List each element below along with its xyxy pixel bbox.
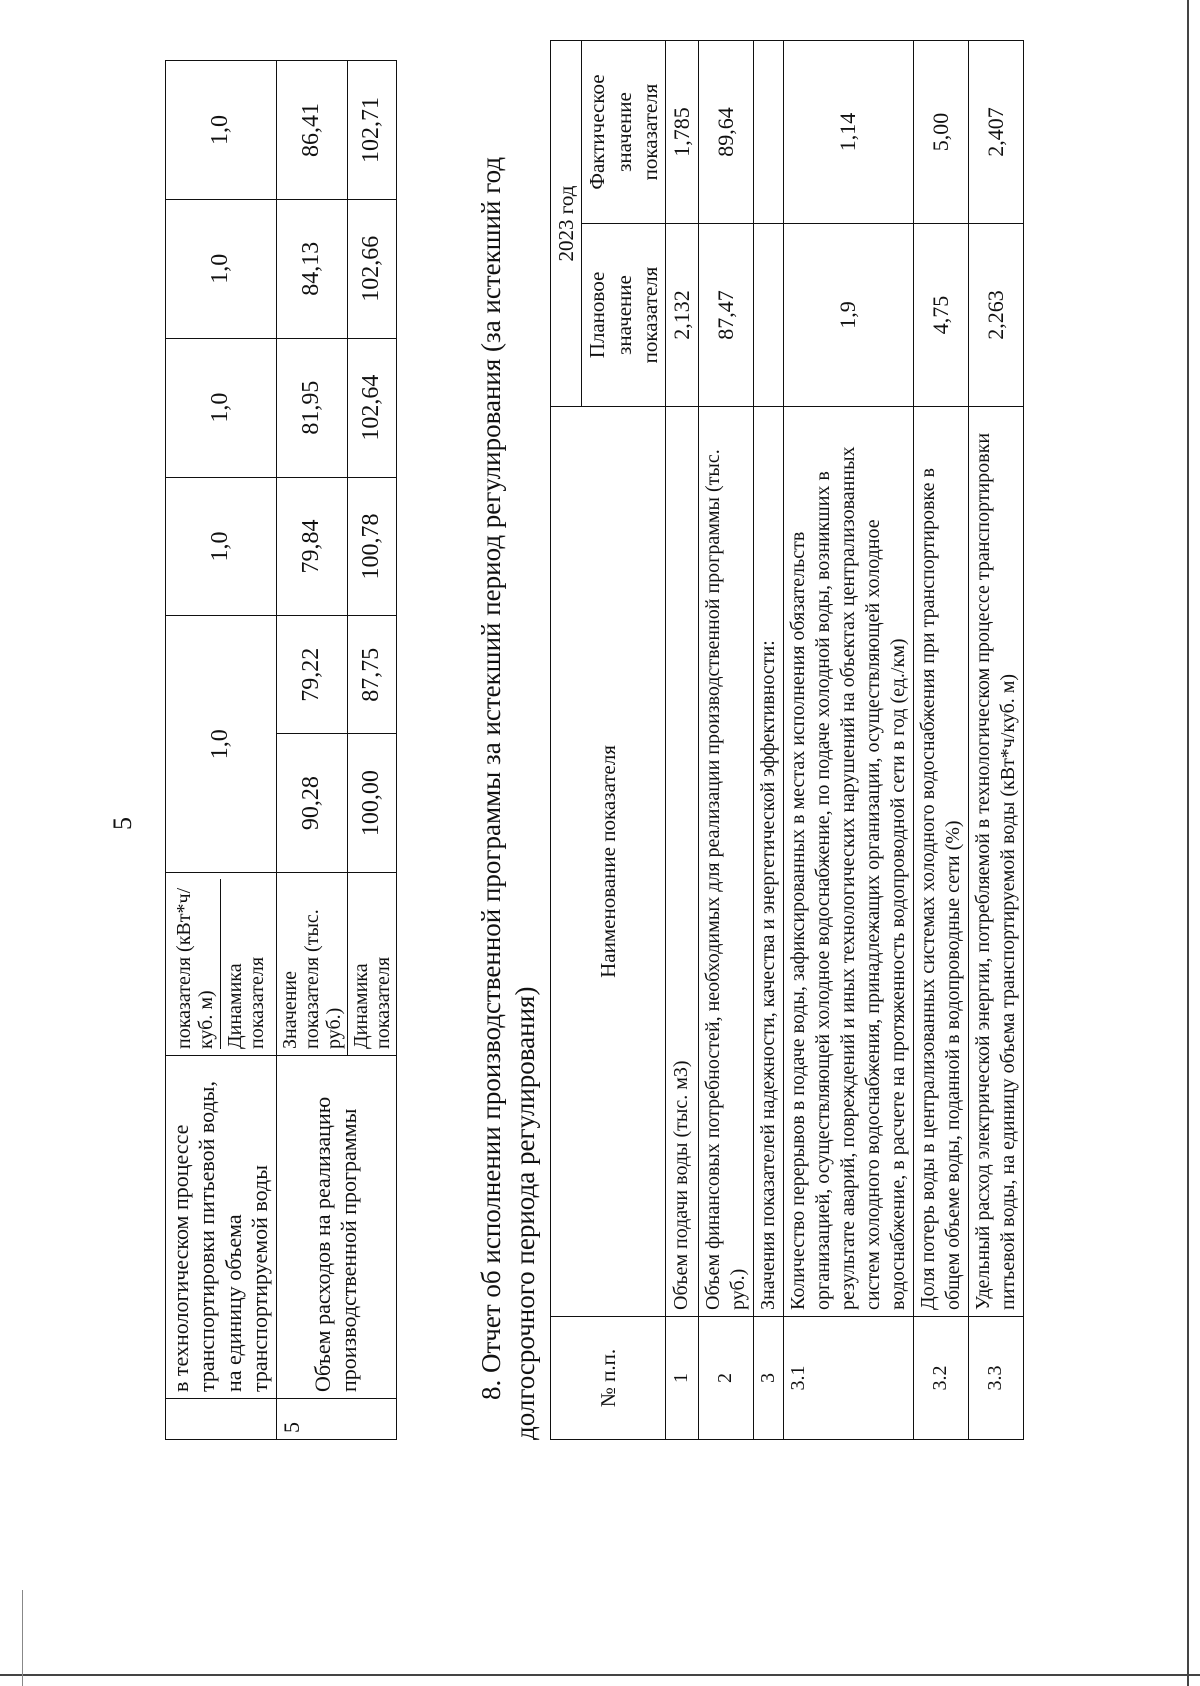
value-cell: 86,41: [276, 61, 347, 200]
col-plan-header: Плановое значение показателя: [582, 224, 666, 407]
page-edge-bottom: [0, 1674, 1200, 1676]
table-row: [753, 41, 783, 1440]
dynamics-cell: 100,78: [347, 477, 396, 616]
table-row: [698, 41, 753, 1440]
value-cell: 81,95: [276, 338, 347, 477]
row-number: 3.1: [783, 1317, 913, 1440]
value-cell: 84,13: [276, 199, 347, 338]
row-number: 3: [753, 1317, 783, 1440]
plan-value: 2,263: [968, 224, 1023, 407]
page-edge-left: [22, 1590, 23, 1686]
row-number: 3.3: [968, 1317, 1023, 1440]
plan-value: 2,132: [666, 224, 699, 407]
table-row: [666, 41, 699, 1440]
dynamics-cell: 1,0: [166, 477, 277, 616]
dynamics-cell: 100,00: [347, 734, 396, 873]
indicator-name: Значения показателей надежности, качества и энергетической эффективности:: [753, 407, 783, 1317]
col-name-header: Наименование показателя: [551, 407, 666, 1317]
section-heading: 8. Отчет об исполнении производственной программы за истекший период регулирования (за истекший год долгосрочного периода регулирования): [476, 156, 540, 1440]
dynamics-cell: 1,0: [166, 616, 277, 873]
indicator-name: Удельный расход электрической энергии, потребляемой в технологическом процессе транспортировки питьевой воды, на единицу объема транспортируемой воды (кВт*ч/куб. м): [968, 407, 1023, 1317]
unit-dynamics-label: Динамика показателя: [347, 873, 396, 1056]
plan-value: [753, 224, 783, 407]
fact-value: 1,14: [783, 41, 913, 224]
rotated-content: [108, 0, 1200, 1480]
dynamics-cell: 87,75: [347, 616, 396, 734]
indicator-label: Объем расходов на реализацию производственной программы: [276, 1056, 396, 1399]
value-cell: 79,84: [276, 477, 347, 616]
dynamics-cell: 1,0: [166, 61, 277, 200]
row-number: 3.2: [913, 1317, 968, 1440]
row-number: 5: [276, 1399, 396, 1440]
col-number-header: № п.п.: [551, 1317, 666, 1440]
row-number: 2: [698, 1317, 753, 1440]
table-header-row: [551, 41, 582, 1440]
dynamics-cell: 1,0: [166, 199, 277, 338]
table-row: [913, 41, 968, 1440]
fact-value: 89,64: [698, 41, 753, 224]
year-header: 2023 год: [551, 41, 582, 407]
table-row: [166, 61, 277, 1440]
dynamics-cell: 102,71: [347, 61, 396, 200]
page-number: 5: [108, 817, 137, 830]
dynamics-cell: 1,0: [166, 338, 277, 477]
fact-value: 5,00: [913, 41, 968, 224]
program-report-table: [550, 40, 1024, 1440]
value-cell: 79,22: [276, 616, 347, 734]
plan-value: 1,9: [783, 224, 913, 407]
unit-label: [166, 873, 277, 1056]
indicator-name: Количество перерывов в подаче воды, зафиксированных в местах исполнения обязательств организацией, осуществляющей холодное водоснабжение, по подаче холодной воды, возникших в результате аварий, повреждений и иных технологических нарушений на объектах централизованных систем холодного водоснабжения, принадлежащих организации, осуществляющей холодное водоснабжение, в расчете на протяженность водопроводной сети в год (ед./км): [783, 407, 913, 1317]
indicator-name: Доля потерь воды в централизованных системах холодного водоснабжения при транспортировке в общем объеме воды, поданной в водопроводные сети (%): [913, 407, 968, 1317]
col-fact-header: Фактическое значение показателя: [582, 41, 666, 224]
unit-value-label: показателя (кВт*ч/куб. м): [173, 879, 221, 1049]
unit-value-label: Значение показателя (тыс. руб.): [276, 873, 347, 1056]
table-row: [968, 41, 1023, 1440]
indicator-label: в технологическом процессе транспортировки питьевой воды, на единицу объема транспортируемой воды: [166, 1056, 277, 1399]
indicator-name: Объем подачи воды (тыс. м3): [666, 407, 699, 1317]
fact-value: 2,407: [968, 41, 1023, 224]
table-row: [783, 41, 913, 1440]
fact-value: [753, 41, 783, 224]
indicators-table-continuation: [165, 60, 397, 1440]
indicator-name: Объем финансовых потребностей, необходимых для реализации производственной программы (тыс. руб.): [698, 407, 753, 1317]
unit-dynamics-label: Динамика показателя: [224, 956, 269, 1049]
plan-value: 87,47: [698, 224, 753, 407]
fact-value: 1,785: [666, 41, 699, 224]
dynamics-cell: 102,64: [347, 338, 396, 477]
value-cell: 90,28: [276, 734, 347, 873]
row-number: 1: [666, 1317, 699, 1440]
table-row: [276, 61, 347, 1440]
dynamics-cell: 102,66: [347, 199, 396, 338]
plan-value: 4,75: [913, 224, 968, 407]
